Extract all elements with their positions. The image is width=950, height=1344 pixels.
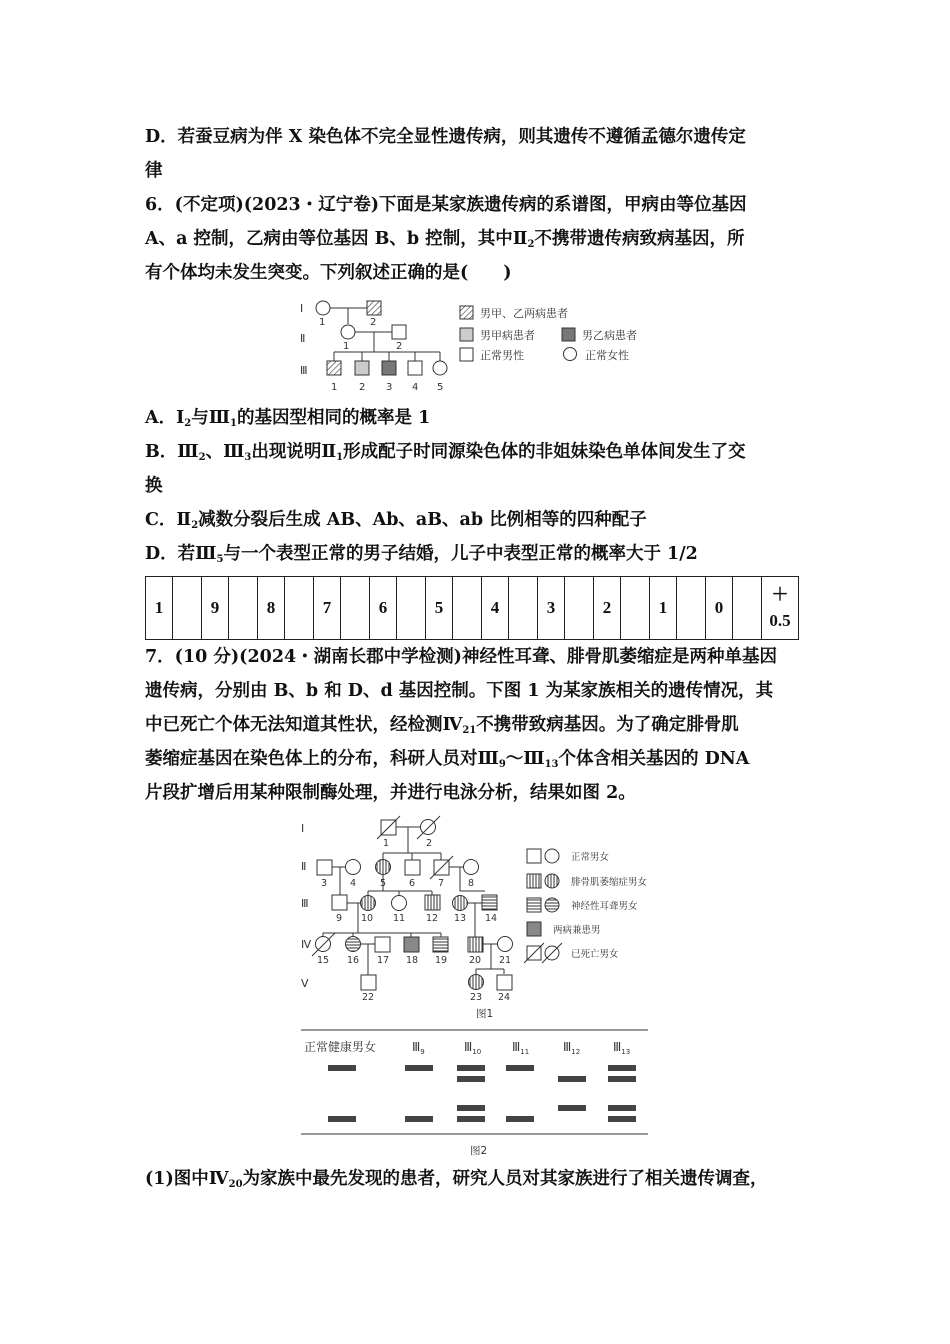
V22	[361, 975, 376, 990]
svg-text:8: 8	[468, 878, 475, 889]
svg-text:22: 22	[362, 992, 375, 1003]
IV17	[375, 937, 390, 952]
svg-text:3: 3	[386, 382, 393, 393]
svg-text:5: 5	[380, 878, 387, 889]
svg-text:3: 3	[321, 878, 328, 889]
male-I2	[367, 301, 381, 315]
q6-option-b: B．$Ⅲ_2$、$Ⅲ_3$出现说明$Ⅱ_1$形成配子时同源染色体的非姐妹染色单体间发生了交	[145, 442, 746, 463]
svg-text:Ⅴ: Ⅴ	[301, 977, 309, 990]
III12	[425, 895, 440, 910]
legend-deaf: 神经性耳聋男女	[571, 901, 638, 912]
svg-text:17: 17	[377, 955, 390, 966]
band	[608, 1076, 636, 1082]
svg-text:4: 4	[350, 878, 357, 889]
svg-text:18: 18	[406, 955, 419, 966]
II8	[464, 860, 479, 875]
gen-label-3: Ⅲ	[300, 364, 308, 377]
svg-text:13: 13	[454, 913, 467, 924]
female-I1	[316, 301, 330, 315]
svg-text:4: 4	[412, 382, 419, 393]
svg-text:1: 1	[383, 838, 390, 849]
band	[457, 1116, 485, 1122]
band	[608, 1116, 636, 1122]
q7-stem-line5: 片段扩增后用某种限制酶处理，并进行电泳分析，结果如图 2。	[145, 783, 636, 803]
svg-text:16: 16	[347, 955, 360, 966]
legend-normal-female: 正常女性	[585, 349, 629, 362]
band	[457, 1065, 485, 1071]
II5	[376, 860, 391, 875]
female-II1	[341, 325, 355, 339]
q5-option-d-line1: D．若蚕豆病为伴 X 染色体不完全显性遗传病，则其遗传不遵循孟德尔遗传定	[145, 127, 746, 147]
q6-option-a: A．$Ⅰ_2$与$Ⅲ_1$的基因型相同的概率是 1	[145, 408, 431, 429]
svg-text:Ⅰ: Ⅰ	[301, 822, 305, 835]
legend-dead: 已死亡男女	[571, 949, 619, 960]
q7-stem-line4: 萎缩症基因在染色体上的分布，科研人员对$Ⅲ_9\sim Ⅲ_{13}$个体含相关基因的 DNA	[145, 749, 750, 770]
svg-text:5: 5	[437, 382, 444, 393]
svg-text:6: 6	[409, 878, 416, 889]
II6	[405, 860, 420, 875]
band	[608, 1105, 636, 1111]
band	[558, 1105, 586, 1111]
figure2-caption: 图2	[470, 1145, 488, 1157]
q6-stem-line1: 6．(不定项)(2023・辽宁卷)下面是某家族遗传病的系谱图，甲病由等位基因	[145, 195, 747, 215]
male-III2	[355, 361, 369, 375]
IV21	[498, 937, 513, 952]
legend-normal-male: 正常男性	[480, 349, 524, 362]
male-III1	[327, 361, 341, 375]
band	[457, 1076, 485, 1082]
q7-figure2-electrophoresis	[298, 1024, 653, 1159]
legend-normal: 正常男女	[571, 852, 610, 863]
legend-yi: 男乙病患者	[582, 329, 637, 342]
figure1-caption: 图1	[476, 1008, 494, 1020]
lane-III9-label: $Ⅲ_9$	[412, 1040, 425, 1056]
gen-label-2: Ⅱ	[300, 332, 306, 345]
svg-text:23: 23	[470, 992, 483, 1003]
gen-label-1: Ⅰ	[300, 302, 304, 315]
q5-option-d-line2: 律	[145, 161, 163, 181]
IV20	[468, 937, 483, 952]
svg-text:Ⅱ: Ⅱ	[301, 860, 307, 873]
band	[558, 1076, 586, 1082]
IV18	[404, 937, 419, 952]
svg-text:2: 2	[359, 382, 366, 393]
lane-III11-label: $Ⅲ_{11}$	[512, 1040, 530, 1056]
svg-text:19: 19	[435, 955, 448, 966]
band	[608, 1065, 636, 1071]
band	[328, 1116, 356, 1122]
svg-text:15: 15	[317, 955, 330, 966]
II4	[346, 860, 361, 875]
male-III3	[382, 361, 396, 375]
q7-stem-line3: 中已死亡个体无法知道其性状，经检测$Ⅳ_{21}$不携带致病基因。为了确定腓骨肌	[145, 715, 739, 736]
q6-stem-line3: 有个体均未发生突变。下列叙述正确的是( )	[145, 263, 512, 283]
svg-text:1: 1	[343, 341, 350, 352]
lane-III12-label: $Ⅲ_{12}$	[563, 1040, 581, 1056]
legend-cmt: 腓骨肌萎缩症男女	[571, 877, 648, 888]
lane-III10-label: $Ⅲ_{10}$	[464, 1040, 482, 1056]
IV16	[346, 937, 361, 952]
q7-figure1-pedigree	[295, 815, 670, 1023]
legend-both: 两病兼患男	[553, 925, 601, 936]
band	[405, 1116, 433, 1122]
svg-text:11: 11	[393, 913, 406, 924]
band	[506, 1065, 534, 1071]
male-II2	[392, 325, 406, 339]
score-table: 1 9 8 7 6 5 4 3 2 1 0 ＋ 0.5	[145, 576, 799, 640]
V24	[497, 975, 512, 990]
svg-text:9: 9	[336, 913, 343, 924]
q6-option-d: D．若$Ⅲ_5$与一个表型正常的男子结婚，儿子中表型正常的概率大于 1/2	[145, 544, 698, 565]
IV19	[433, 937, 448, 952]
lane-III13-label: $Ⅲ_{13}$	[613, 1040, 631, 1056]
III10	[361, 896, 376, 911]
IV15	[316, 937, 331, 952]
legend-both: 男甲、乙两病患者	[480, 307, 568, 320]
lane-normal-label: 正常健康男女	[304, 1040, 377, 1054]
q6-option-b-line2: 换	[145, 476, 163, 496]
svg-text:2: 2	[370, 317, 377, 328]
III9	[332, 895, 347, 910]
svg-text:12: 12	[426, 913, 439, 924]
III11	[392, 896, 407, 911]
q7-stem-line2: 遗传病，分别由 B、b 和 D、d 基因控制。下图 1 为某家族相关的遗传情况，其	[145, 681, 774, 701]
III14	[482, 895, 497, 910]
svg-text:Ⅳ: Ⅳ	[301, 938, 312, 951]
svg-text:1: 1	[331, 382, 338, 393]
q6-stem-line2: A、a 控制，乙病由等位基因 B、b 控制，其中$Ⅱ_2$不携带遗传病致病基因，所	[145, 229, 745, 250]
band	[405, 1065, 433, 1071]
svg-text:Ⅲ: Ⅲ	[301, 897, 309, 910]
V23	[469, 975, 484, 990]
q6-pedigree-figure	[290, 294, 670, 394]
II3	[317, 860, 332, 875]
svg-text:2: 2	[396, 341, 403, 352]
svg-text:20: 20	[469, 955, 482, 966]
svg-text:21: 21	[499, 955, 512, 966]
III13	[453, 896, 468, 911]
q6-option-c: C．$Ⅱ_2$减数分裂后生成 AB、Ab、aB、ab 比例相等的四种配子	[145, 510, 647, 531]
I2	[421, 820, 436, 835]
band	[457, 1105, 485, 1111]
svg-text:2: 2	[426, 838, 433, 849]
legend-jia: 男甲病患者	[480, 329, 535, 342]
q7-stem-line1: 7．(10 分)(2024・湖南长郡中学检测)神经性耳聋、腓骨肌萎缩症是两种单基因	[145, 647, 777, 667]
male-III4	[408, 361, 422, 375]
q7-subq1-line1: (1)图中$Ⅳ_{20}$为家族中最先发现的患者，研究人员对其家族进行了相关遗传调查，	[145, 1169, 768, 1190]
female-III5	[433, 361, 447, 375]
band	[506, 1116, 534, 1122]
svg-text:10: 10	[361, 913, 374, 924]
band	[328, 1065, 356, 1071]
svg-text:14: 14	[485, 913, 498, 924]
svg-text:1: 1	[319, 317, 326, 328]
svg-text:7: 7	[438, 878, 445, 889]
svg-text:24: 24	[498, 992, 511, 1003]
